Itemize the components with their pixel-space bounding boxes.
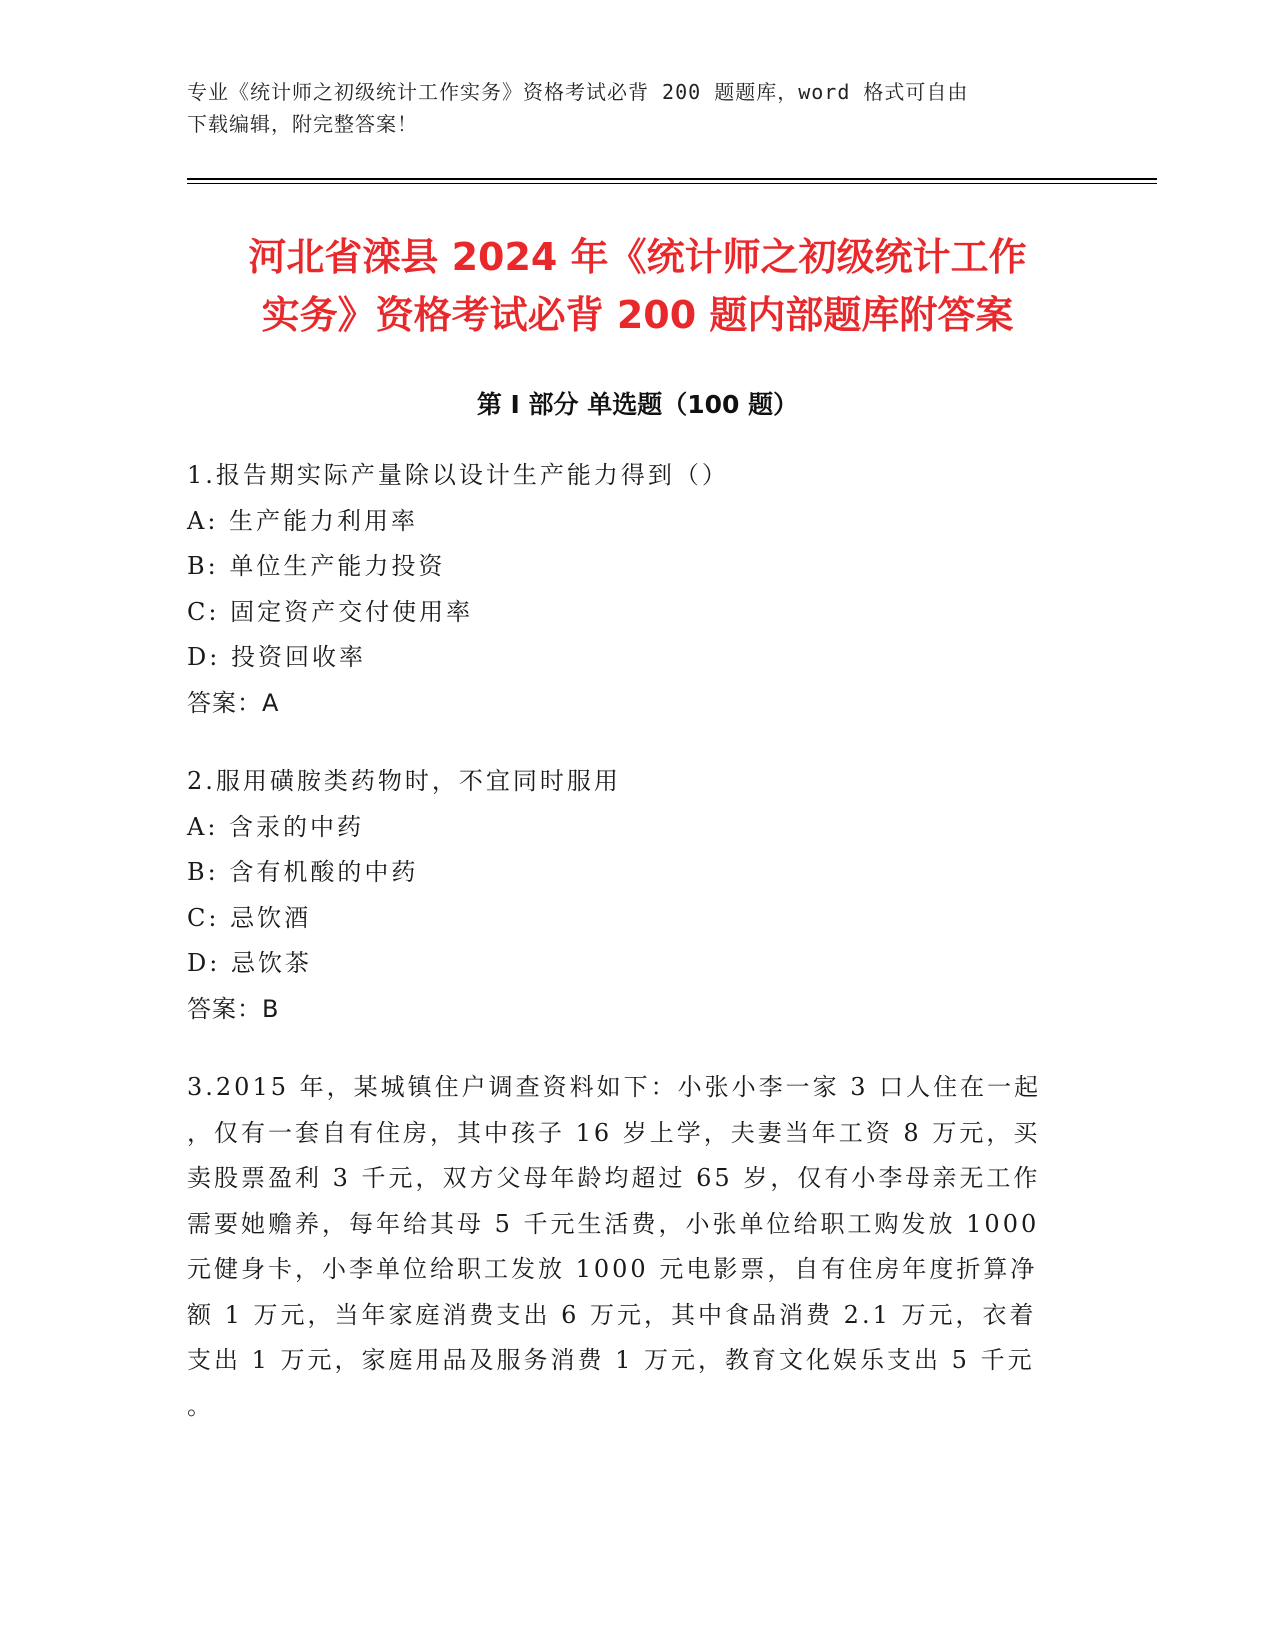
question-stem-line: ，仅有一套自有住房，其中孩子 16 岁上学，夫妻当年工资 8 万元，买 bbox=[187, 1118, 1041, 1147]
document-title-line-2: 实务》资格考试必背 200 题内部题库附答案 bbox=[261, 293, 1014, 337]
option-d: D: 忌饮茶 bbox=[187, 949, 312, 977]
header-note-line-1: 专业《统计师之初级统计工作实务》资格考试必背 200 题题库，word 格式可自由 bbox=[187, 80, 969, 104]
question-1 bbox=[187, 453, 1067, 726]
option-b: B: 含有机酸的中药 bbox=[187, 858, 419, 886]
question-stem-line: 元健身卡，小李单位给职工发放 1000 元电影票，自有住房年度折算净 bbox=[187, 1255, 1038, 1283]
answer: 答案：B bbox=[187, 994, 280, 1023]
question-stem-line: 需要她赡养，每年给其母 5 千元生活费，小张单位给职工购发放 1000 bbox=[187, 1209, 1040, 1238]
question-stem-line: 支出 1 万元，家庭用品及服务消费 1 万元，教育文化娱乐支出 5 千元 bbox=[187, 1346, 1035, 1374]
answer: 答案：A bbox=[187, 688, 280, 717]
question-stem-line: 额 1 万元，当年家庭消费支出 6 万元，其中食品消费 2.1 万元，衣着 bbox=[187, 1300, 1037, 1329]
option-c: C: 忌饮酒 bbox=[187, 903, 312, 932]
question-stem: 2.服用磺胺类药物时，不宜同时服用 bbox=[187, 767, 621, 795]
section-title: 第 I 部分 单选题（100 题） bbox=[476, 390, 799, 419]
question-3 bbox=[187, 1065, 1067, 1429]
question-stem-line: 3.2015 年，某城镇住户调查资料如下：小张小李一家 3 口人住在一起 bbox=[187, 1073, 1042, 1101]
header-divider-thick bbox=[187, 178, 1157, 180]
option-a: A: 生产能力利用率 bbox=[187, 506, 419, 535]
option-d: D: 投资回收率 bbox=[187, 643, 366, 671]
header-note-line-2: 下载编辑，附完整答案！ bbox=[187, 112, 418, 136]
header-divider-thin bbox=[187, 183, 1157, 184]
question-stem-line: 卖股票盈利 3 千元，双方父母年龄均超过 65 岁，仅有小李母亲无工作 bbox=[187, 1164, 1041, 1192]
option-c: C: 固定资产交付使用率 bbox=[187, 597, 474, 626]
question-2 bbox=[187, 759, 1067, 1032]
header-note bbox=[187, 76, 1087, 140]
option-a: A: 含汞的中药 bbox=[187, 812, 365, 841]
document-title-line-1: 河北省滦县 2024 年《统计师之初级统计工作 bbox=[248, 235, 1027, 279]
option-b: B: 单位生产能力投资 bbox=[187, 552, 446, 580]
question-stem: 1.报告期实际产量除以设计生产能力得到（） bbox=[187, 461, 729, 489]
question-stem-line: 。 bbox=[187, 1391, 214, 1420]
document-title bbox=[160, 228, 1115, 344]
